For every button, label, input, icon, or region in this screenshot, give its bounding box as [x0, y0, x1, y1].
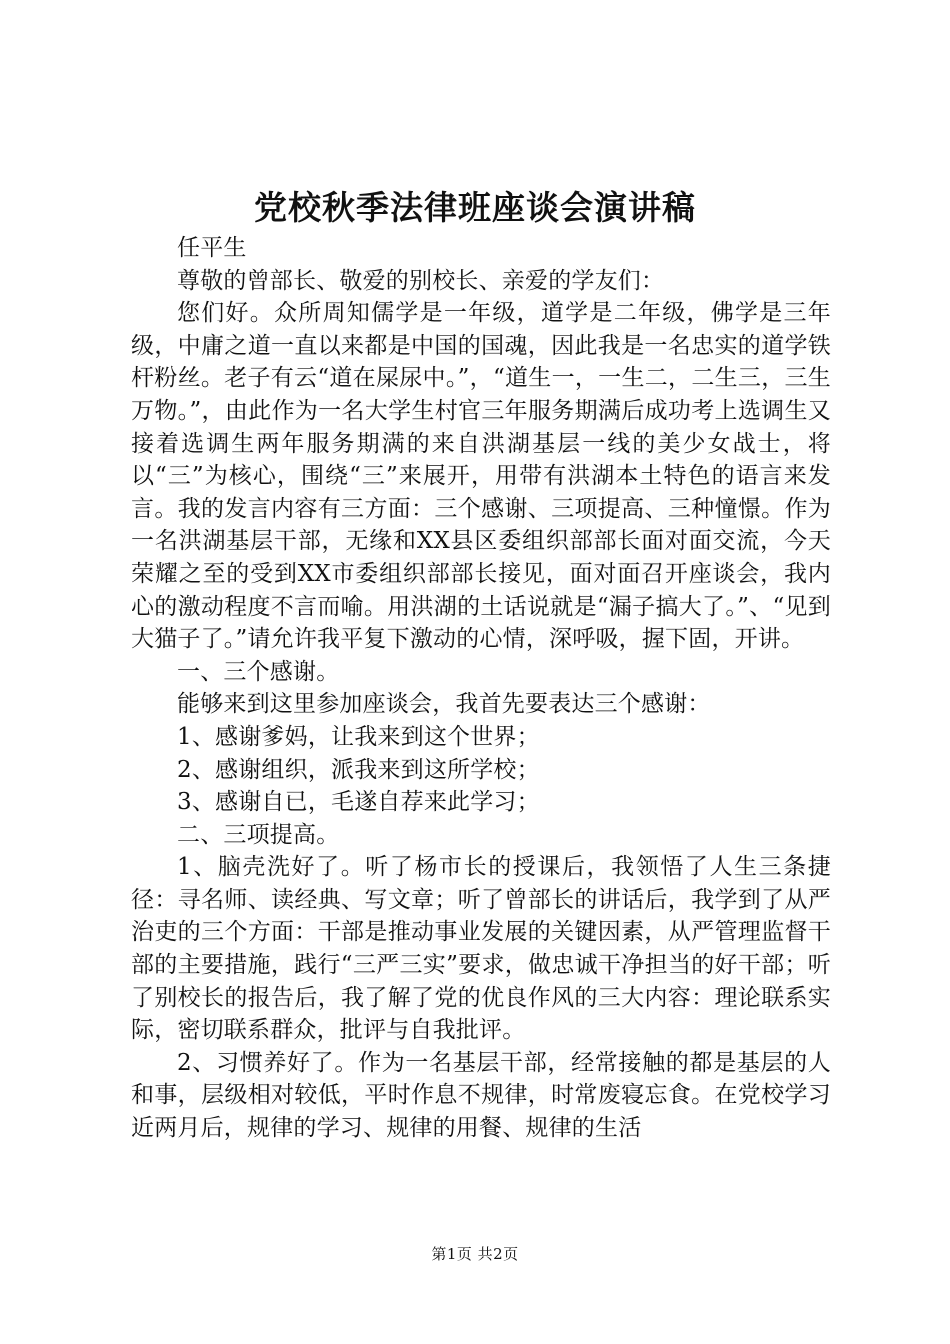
page-footer: 第1页 共2页 — [431, 1245, 519, 1263]
body-paragraph: 您们好。众所周知儒学是一年级，道学是二年级，佛学是三年级，中庸之道一直以来都是中国的国魂，因此我是一名忠实的道学铁杆粉丝。老子有云“道在屎尿中。”，“道生一，一生二，二生三，三生万物。”，由此作为一名大学生村官三年服务期满后成功考上选调生又接着选调生两年服务期满的来自洪湖基层一线的美少女战士，将以“三”为核心，围绕“三”来展开，用带有洪湖本土特色的语言来发言。我的发言内容有三方面：三个感谢、三项提高、三种憧憬。作为一名洪湖基层干部，无缘和XX县区委组织部部长面对面交流，今天荣耀之至的受到XX市委组织部部长接见，面对面召开座谈会，我内心的激动程度不言而喻。用洪湖的土话说就是“漏子搞大了。”、“见到大猫子了。”请允许我平复下激动的心情，深呼吸，握下固，开讲。 — [131, 300, 831, 653]
body-paragraph: 能够来到这里参加座谈会，我首先要表达三个感谢： — [177, 691, 711, 718]
body-paragraph: 2、习惯养好了。作为一名基层干部，经常接触的都是基层的人和事，层级相对较低，平时作息不规律，时常废寝忘食。在党校学习近两月后，规律的学习、规律的用餐、规律的生活 — [131, 1049, 831, 1142]
list-item: 3、感谢自已，毛遂自荐来此学习； — [177, 789, 540, 816]
list-item: 1、感谢爹妈，让我来到这个世界； — [177, 723, 540, 750]
list-item: 2、感谢组织，派我来到这所学校； — [177, 756, 540, 783]
author-name: 任平生 — [177, 235, 247, 261]
section-heading: 一、三个感谢。 — [177, 658, 340, 685]
document-title: 党校秋季法律班座谈会演讲稿 — [254, 188, 696, 227]
document-body — [131, 232, 831, 1145]
salutation: 尊敬的曾部长、敬爱的别校长、亲爱的学友们： — [177, 267, 665, 294]
body-paragraph: 1、脑壳洗好了。听了杨市长的授课后，我领悟了人生三条捷径：寻名师、读经典、写文章；听了曾部长的讲话后，我学到了从严治吏的三个方面：干部是推动事业发展的关键因素，从严管理监督干部的主要措施，践行“三严三实”要求，做忠诚干净担当的好干部；听了别校长的报告后，我了解了党的优良作风的三大内容：理论联系实际，密切联系群众，批评与自我批评。 — [131, 854, 831, 1044]
section-heading: 二、三项提高。 — [177, 821, 340, 848]
